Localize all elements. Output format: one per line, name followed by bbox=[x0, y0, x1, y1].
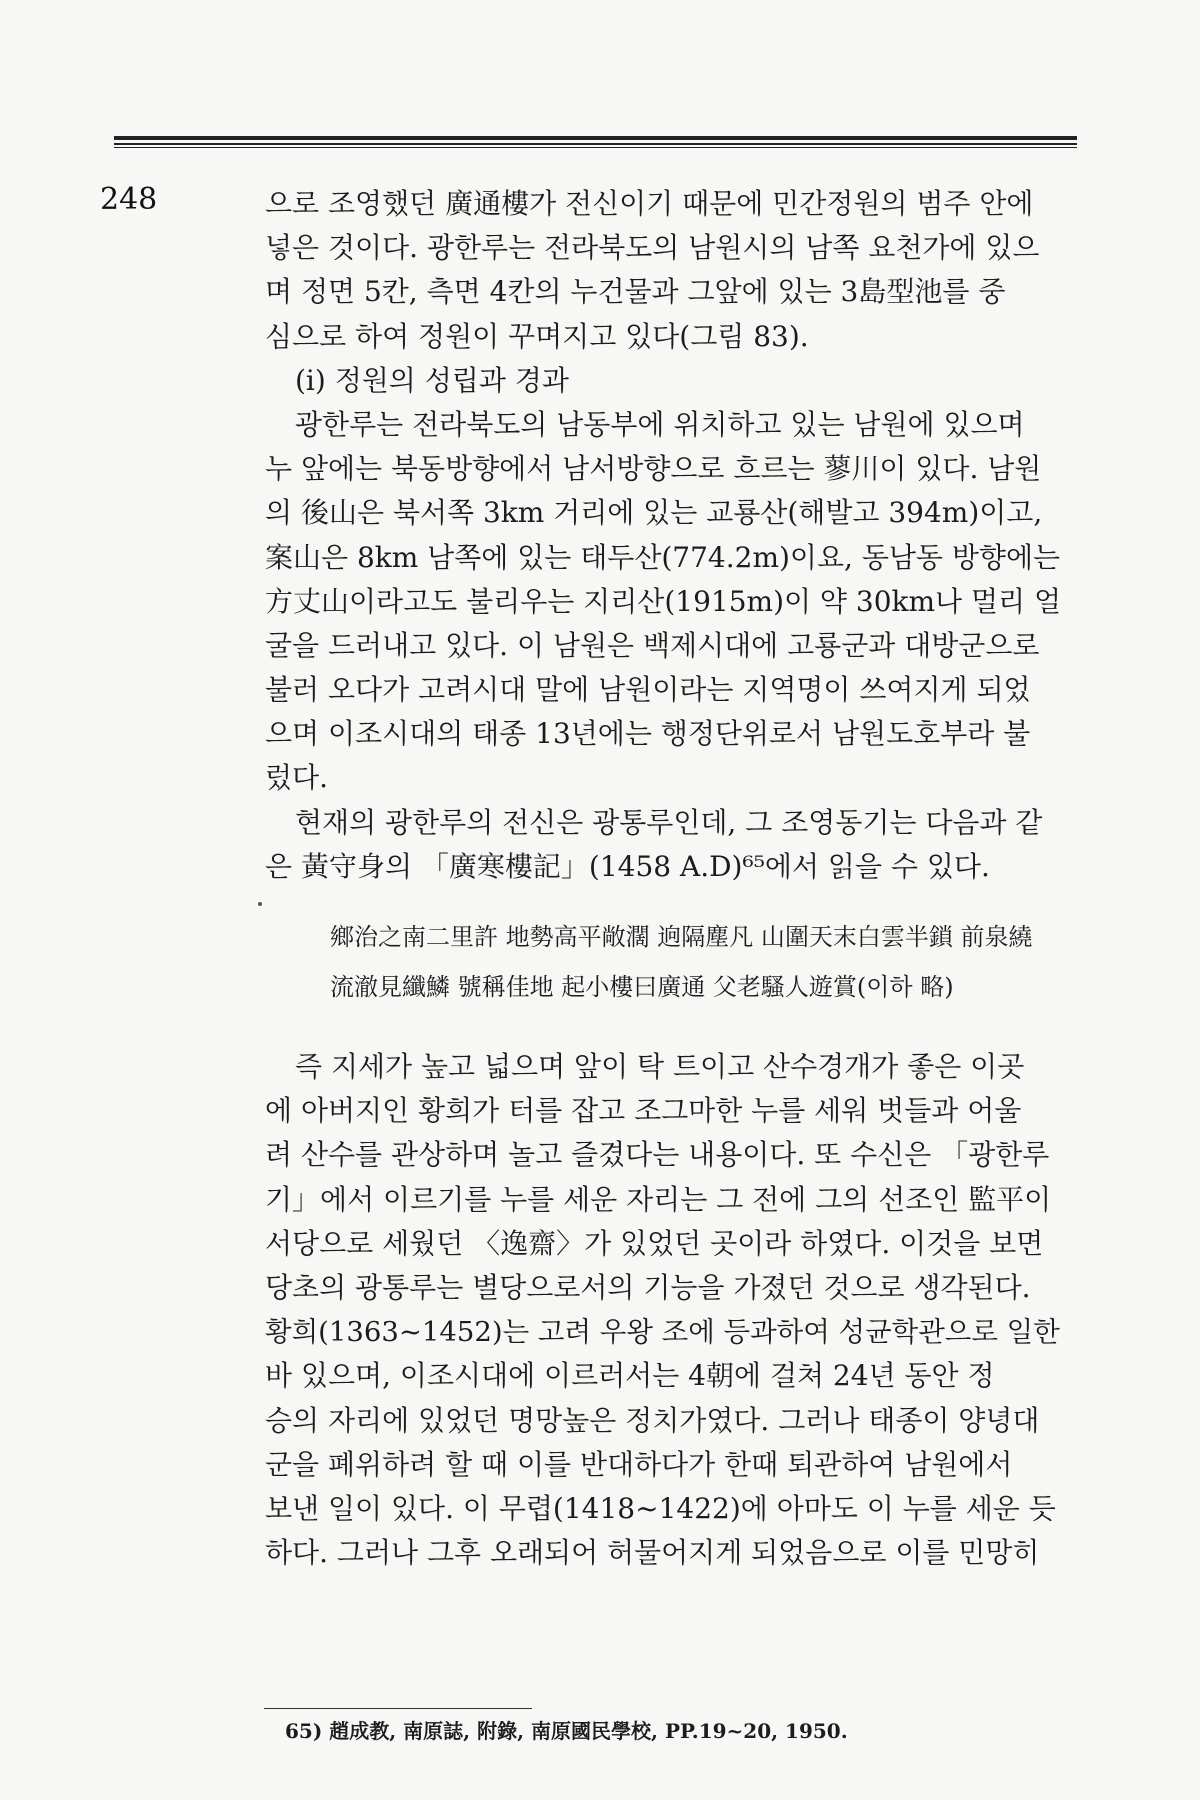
footnote: 65) 趙成教, 南原誌, 附錄, 南原國民學校, PP.19~20, 1950. bbox=[285, 1719, 848, 1743]
text-line: 굴을 드러내고 있다. 이 남원은 백제시대에 고룡군과 대방군으로 bbox=[265, 628, 1040, 662]
block-quote bbox=[330, 912, 1070, 1012]
text-line: 서당으로 세웠던 〈逸齋〉가 있었던 곳이라 하였다. 이것을 보면 bbox=[265, 1226, 1044, 1260]
stray-mark bbox=[258, 902, 262, 906]
text-line: 현재의 광한루의 전신은 광통루인데, 그 조영동기는 다음과 같 bbox=[295, 805, 1043, 839]
text-line: 광한루는 전라북도의 남동부에 위치하고 있는 남원에 있으며 bbox=[295, 407, 1025, 441]
text-line: 의 後山은 북서쪽 3km 거리에 있는 교룡산(해발고 394m)이고, bbox=[265, 496, 1043, 530]
text-line: 려 산수를 관상하며 놀고 즐겼다는 내용이다. 또 수신은 「광한루 bbox=[265, 1138, 1050, 1172]
page-number: 248 bbox=[100, 182, 158, 217]
body-text-top bbox=[265, 182, 1071, 889]
text-line: 며 정면 5칸, 측면 4칸의 누건물과 그앞에 있는 3島型池를 중 bbox=[265, 275, 1006, 309]
header-rule-mid bbox=[114, 143, 1077, 145]
text-line: 方丈山이라고도 불리우는 지리산(1915m)이 약 30km나 멀리 얼 bbox=[265, 584, 1062, 618]
body-text-bottom bbox=[265, 1045, 1071, 1575]
section-heading: (i) 정원의 성립과 경과 bbox=[295, 363, 569, 397]
text-line: 바 있으며, 이조시대에 이르러서는 4朝에 걸쳐 24년 동안 정 bbox=[265, 1359, 995, 1393]
text-line: 렀다. bbox=[265, 761, 328, 795]
text-line: 심으로 하여 정원이 꾸며지고 있다(그림 83). bbox=[265, 319, 809, 353]
footnote-rule bbox=[264, 1708, 532, 1709]
text-line: 불러 오다가 고려시대 말에 남원이라는 지역명이 쓰여지게 되었 bbox=[265, 673, 1031, 707]
text-line: 으며 이조시대의 태종 13년에는 행정단위로서 남원도호부라 불 bbox=[265, 717, 1031, 751]
text-line: 당초의 광통루는 별당으로서의 기능을 가졌던 것으로 생각된다. bbox=[265, 1270, 1031, 1304]
quote-line: 鄉治之南二里許 地勢高平敞濶 逈隔塵凡 山圍天末白雲半鎖 前泉繞 bbox=[330, 923, 1033, 951]
text-line: 案山은 8km 남쪽에 있는 태두산(774.2m)이요, 동남동 방향에는 bbox=[265, 540, 1061, 574]
text-line: 황희(1363~1452)는 고려 우왕 조에 등과하여 성균학관으로 일한 bbox=[265, 1316, 1060, 1349]
text-line: 즉 지세가 높고 넓으며 앞이 탁 트이고 산수경개가 좋은 이곳 bbox=[295, 1050, 1025, 1083]
text-line: 누 앞에는 북동방향에서 남서방향으로 흐르는 蓼川이 있다. 남원 bbox=[265, 452, 1042, 486]
text-line: 은 黃守身의 「廣寒樓記」(1458 A.D)⁶⁵에서 읽을 수 있다. bbox=[265, 849, 990, 883]
quote-line: 流澈見纖鱗 號稱佳地 起小樓曰廣通 父老騷人遊賞(이하 略) bbox=[330, 973, 954, 1001]
text-line: 에 아버지인 황희가 터를 잡고 조그마한 누를 세워 벗들과 어울 bbox=[265, 1094, 1022, 1128]
text-line: 승의 자리에 있었던 명망높은 정치가였다. 그러나 태종이 양녕대 bbox=[265, 1403, 1040, 1437]
text-line: 보낸 일이 있다. 이 무렵(1418~1422)에 아마도 이 누를 세운 듯 bbox=[265, 1491, 1056, 1525]
text-line: 하다. 그러나 그후 오래되어 허물어지게 되었음으로 이를 민망히 bbox=[265, 1536, 1040, 1570]
header-rule-thin bbox=[114, 147, 1077, 148]
text-line: 기」에서 이르기를 누를 세운 자리는 그 전에 그의 선조인 監平이 bbox=[265, 1182, 1052, 1216]
text-line: 으로 조영했던 廣通樓가 전신이기 때문에 민간정원의 범주 안에 bbox=[265, 187, 1034, 220]
text-line: 넣은 것이다. 광한루는 전라북도의 남원시의 남쪽 요천가에 있으 bbox=[265, 231, 1040, 265]
text-line: 군을 폐위하려 할 때 이를 반대하다가 한때 퇴관하여 남원에서 bbox=[265, 1447, 1013, 1481]
header-rule-thick bbox=[114, 136, 1077, 140]
